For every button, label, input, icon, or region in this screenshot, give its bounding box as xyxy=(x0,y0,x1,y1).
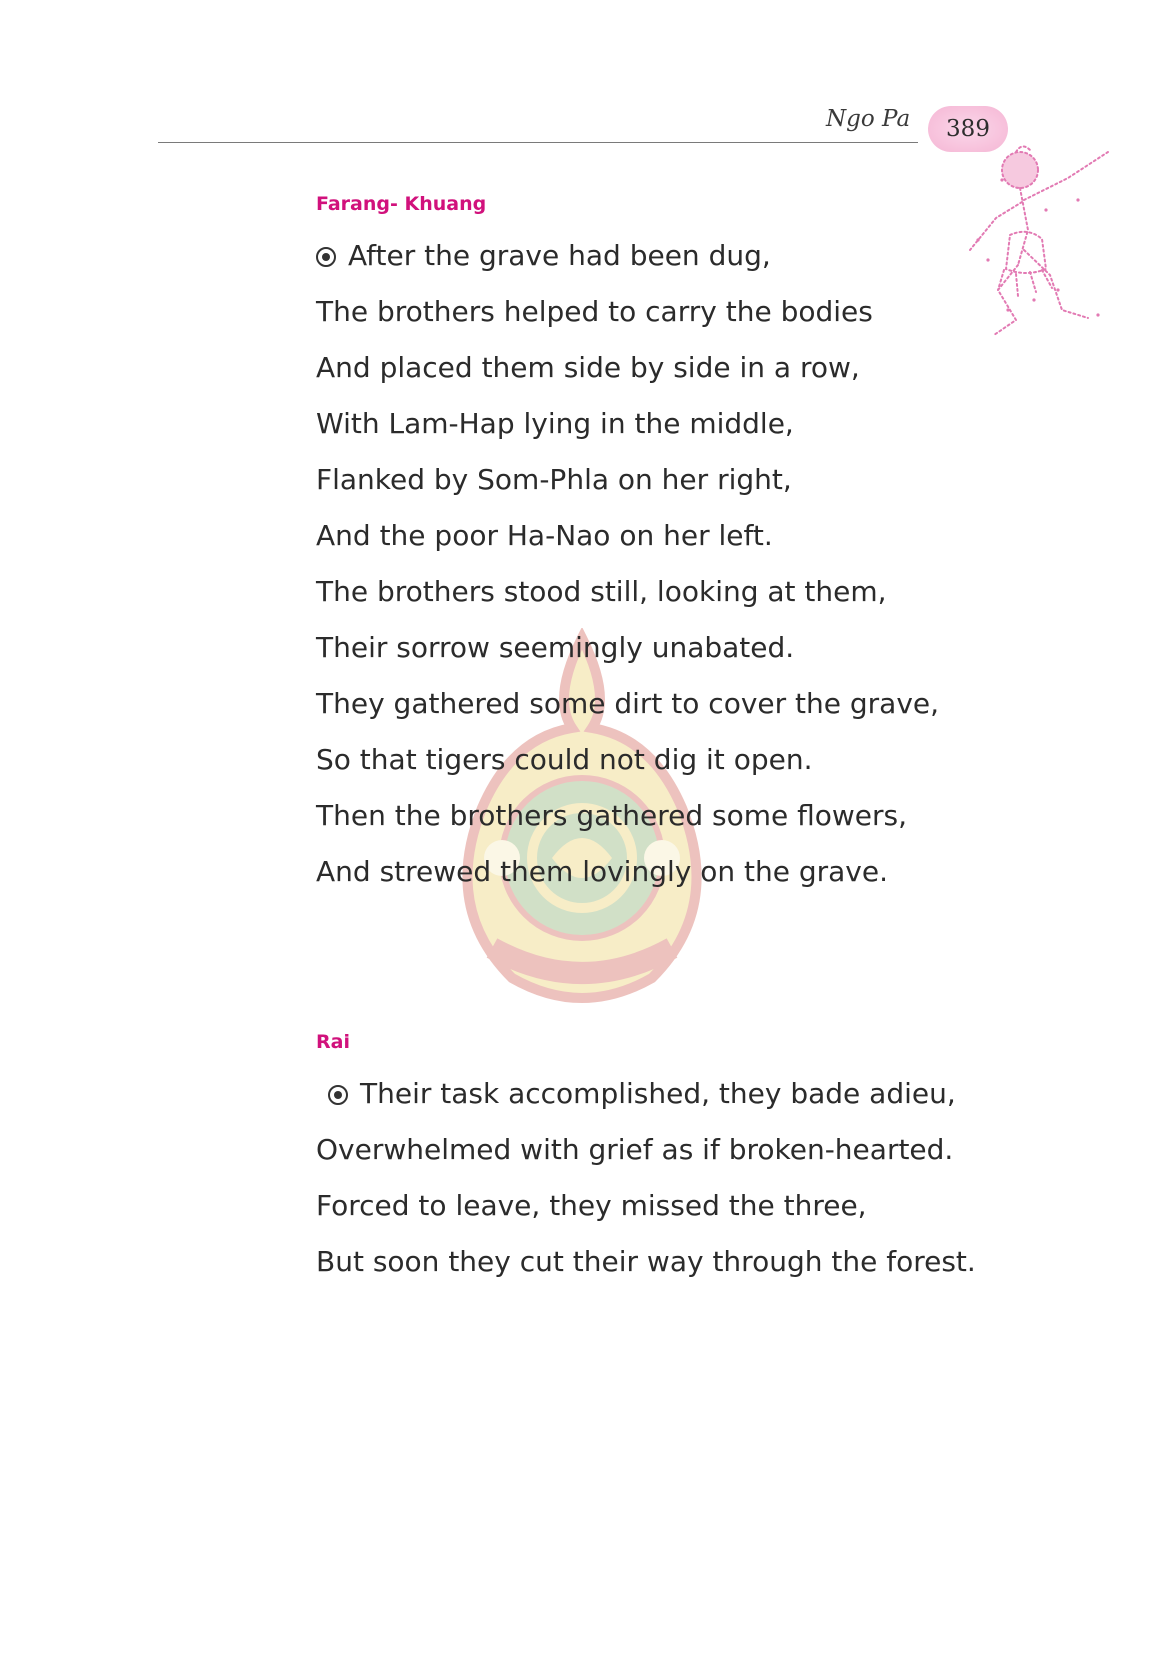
running-title: Ngo Pa xyxy=(826,106,911,132)
header-rule xyxy=(158,142,918,143)
verse-line: Their sorrow seemingly unabated. xyxy=(316,631,795,664)
verse-line: And the poor Ha-Nao on her left. xyxy=(316,519,773,552)
verse-line: The brothers helped to carry the bodies xyxy=(316,295,873,328)
verse-line: Forced to leave, they missed the three, xyxy=(316,1189,867,1222)
verse-line: After the grave had been dug, xyxy=(316,234,956,278)
section-heading-rai: Rai xyxy=(316,1031,350,1053)
circle-dot-icon xyxy=(316,247,336,267)
verse-line: With Lam-Hap lying in the middle, xyxy=(316,407,794,440)
verse-line: Flanked by Som-Phla on her right, xyxy=(316,463,792,496)
verse-line: The brothers stood still, looking at them, xyxy=(316,575,887,608)
verse-line: And strewed them lovingly on the grave. xyxy=(316,855,888,888)
verse-line: Overwhelmed with grief as if broken-hearted. xyxy=(316,1133,954,1166)
circle-dot-icon xyxy=(328,1085,348,1105)
verse-line: They gathered some dirt to cover the grave, xyxy=(316,687,940,720)
verse-line: Then the brothers gathered some flowers, xyxy=(316,799,908,832)
verse-line: But soon they cut their way through the forest. xyxy=(316,1245,976,1278)
verse-line: Their task accomplished, they bade adieu, xyxy=(328,1072,968,1116)
verse-line: And placed them side by side in a row, xyxy=(316,351,860,384)
section-heading-farang-khuang: Farang- Khuang xyxy=(316,193,487,215)
page-number: 389 xyxy=(946,116,990,142)
verse-line: So that tigers could not dig it open. xyxy=(316,743,813,776)
dancer-figure-icon xyxy=(958,140,1118,350)
